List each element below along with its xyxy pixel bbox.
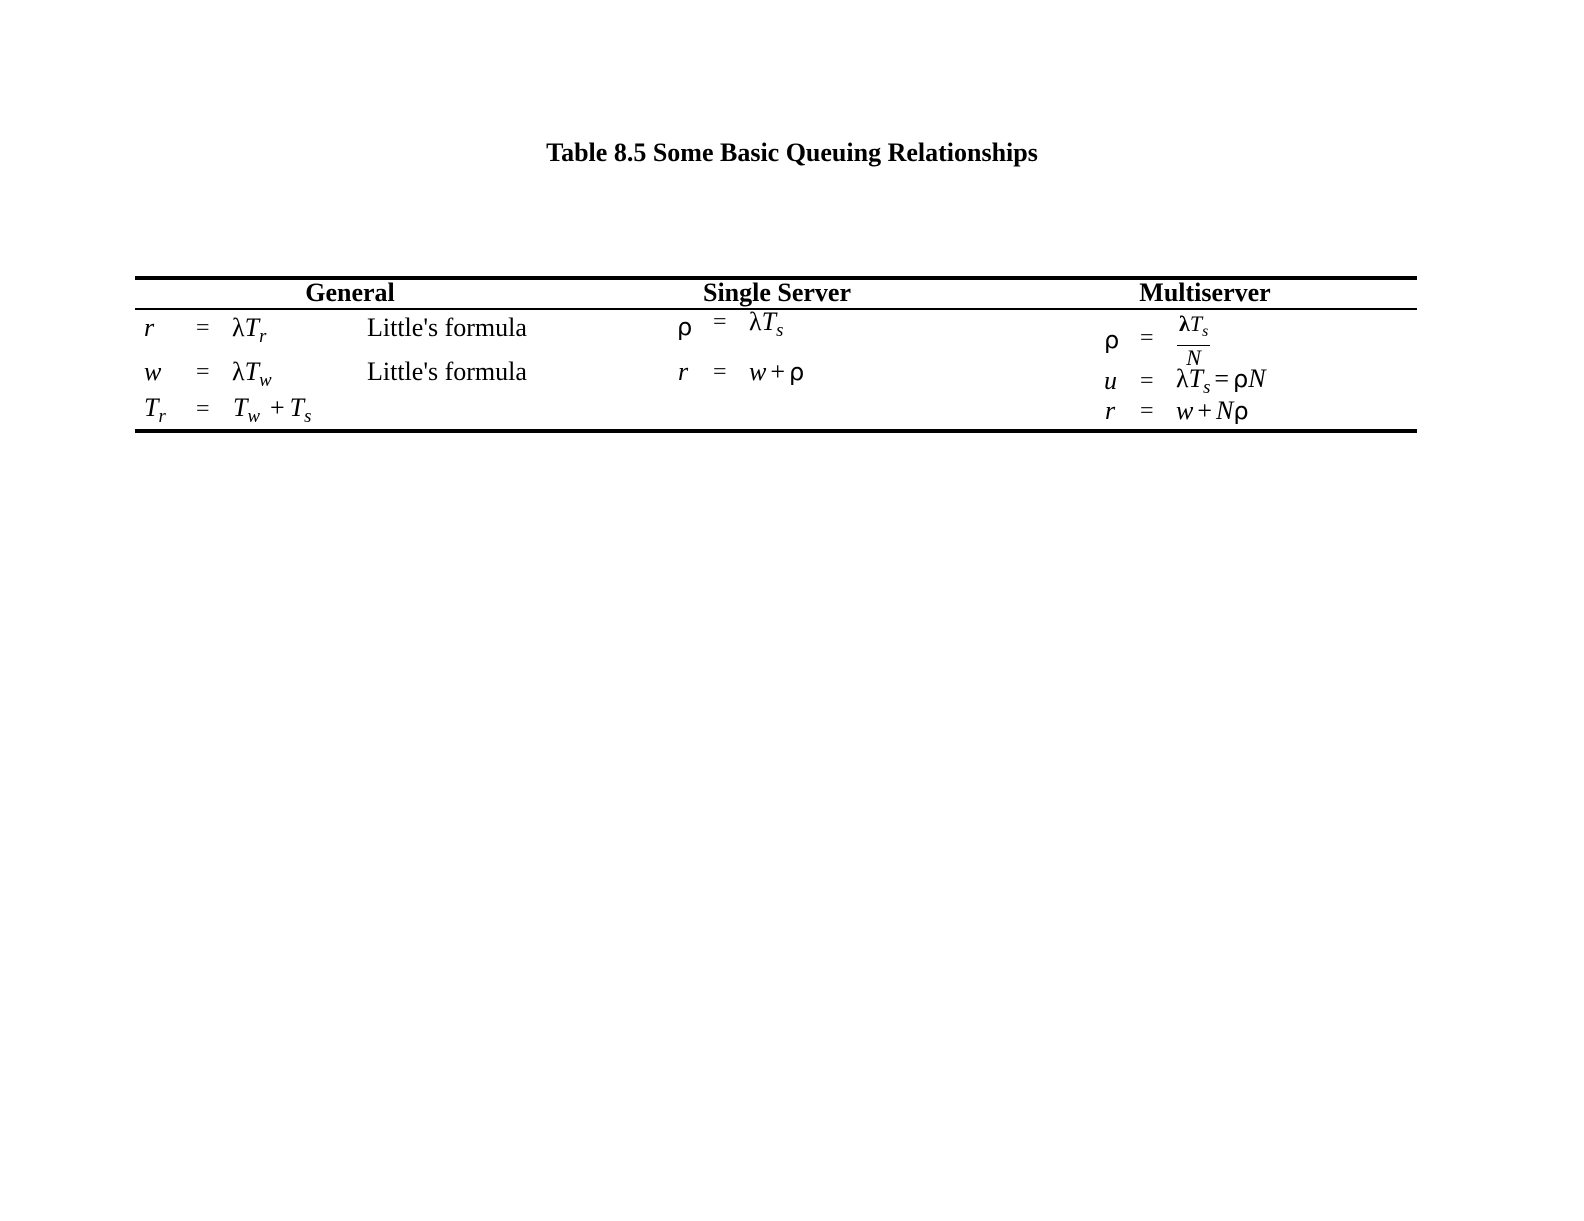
lambda-symbol: λ xyxy=(1176,364,1189,393)
plus-sign: + xyxy=(269,393,285,422)
subscript: s xyxy=(1202,323,1209,341)
subscript: s xyxy=(1203,376,1211,398)
lambda-symbol: λ xyxy=(232,357,245,386)
rho-symbol: ρ xyxy=(1233,365,1249,393)
equals-sign: = xyxy=(713,359,727,385)
equals-sign: = xyxy=(1140,398,1154,424)
w-symbol: w xyxy=(749,357,767,386)
plus-sign: + xyxy=(770,357,786,386)
t-symbol: T xyxy=(289,393,305,422)
subscript: w xyxy=(247,405,260,427)
formula-rhs xyxy=(749,307,783,342)
rho-symbol: ρ xyxy=(1104,326,1120,354)
t-symbol: T xyxy=(1189,311,1203,336)
denominator: N xyxy=(1186,345,1201,371)
header-general: General xyxy=(305,278,395,307)
equals-sign: = xyxy=(1214,364,1230,393)
rho-symbol: ρ xyxy=(789,358,805,386)
subscript: w xyxy=(259,369,272,391)
formula-lhs: w xyxy=(144,357,162,386)
lambda-symbol: λ xyxy=(1179,311,1190,336)
formula-rhs xyxy=(232,357,272,392)
n-symbol: N xyxy=(1248,364,1266,393)
formula-rhs xyxy=(1176,364,1266,399)
header-multiserver: Multiserver xyxy=(1139,278,1271,307)
equals-sign: = xyxy=(713,309,727,335)
subscript: r xyxy=(259,325,267,347)
equals-sign: = xyxy=(196,396,210,422)
formula-rhs xyxy=(1176,396,1249,426)
equals-sign: = xyxy=(1140,325,1154,351)
lambda-symbol: λ xyxy=(232,313,245,342)
bottom-rule xyxy=(135,429,1417,433)
formula-lhs: r xyxy=(144,313,155,342)
formula-lhs xyxy=(144,393,166,428)
equals-sign: = xyxy=(196,359,210,385)
formula-note: Little's formula xyxy=(367,313,527,342)
formula-rhs xyxy=(232,313,266,348)
formula-note: Little's formula xyxy=(367,357,527,386)
rho-symbol: ρ xyxy=(677,313,693,341)
table-title: Table 8.5 Some Basic Queuing Relationships xyxy=(546,138,1038,167)
t-symbol: T xyxy=(761,307,777,336)
equals-sign: = xyxy=(196,315,210,341)
t-symbol: T xyxy=(144,393,159,422)
w-symbol: w xyxy=(1176,396,1194,425)
formula-rhs xyxy=(233,393,311,428)
subscript: s xyxy=(304,405,312,427)
plus-sign: + xyxy=(1197,396,1213,425)
numerator xyxy=(1177,311,1210,346)
subscript: s xyxy=(776,319,784,341)
t-symbol: T xyxy=(233,393,248,422)
formula-rhs xyxy=(749,357,804,387)
subscript: r xyxy=(158,405,166,427)
fraction xyxy=(1177,311,1210,370)
t-symbol: T xyxy=(244,313,260,342)
t-symbol: T xyxy=(244,357,260,386)
t-symbol: T xyxy=(1188,364,1204,393)
lambda-symbol: λ xyxy=(749,307,762,336)
n-symbol: N xyxy=(1216,396,1234,425)
formula-lhs: r xyxy=(1105,396,1116,425)
equals-sign: = xyxy=(1140,368,1154,394)
rho-symbol: ρ xyxy=(1233,397,1249,425)
header-single-server: Single Server xyxy=(702,278,852,307)
formula-lhs: r xyxy=(678,357,689,386)
formula-lhs: u xyxy=(1104,366,1117,395)
